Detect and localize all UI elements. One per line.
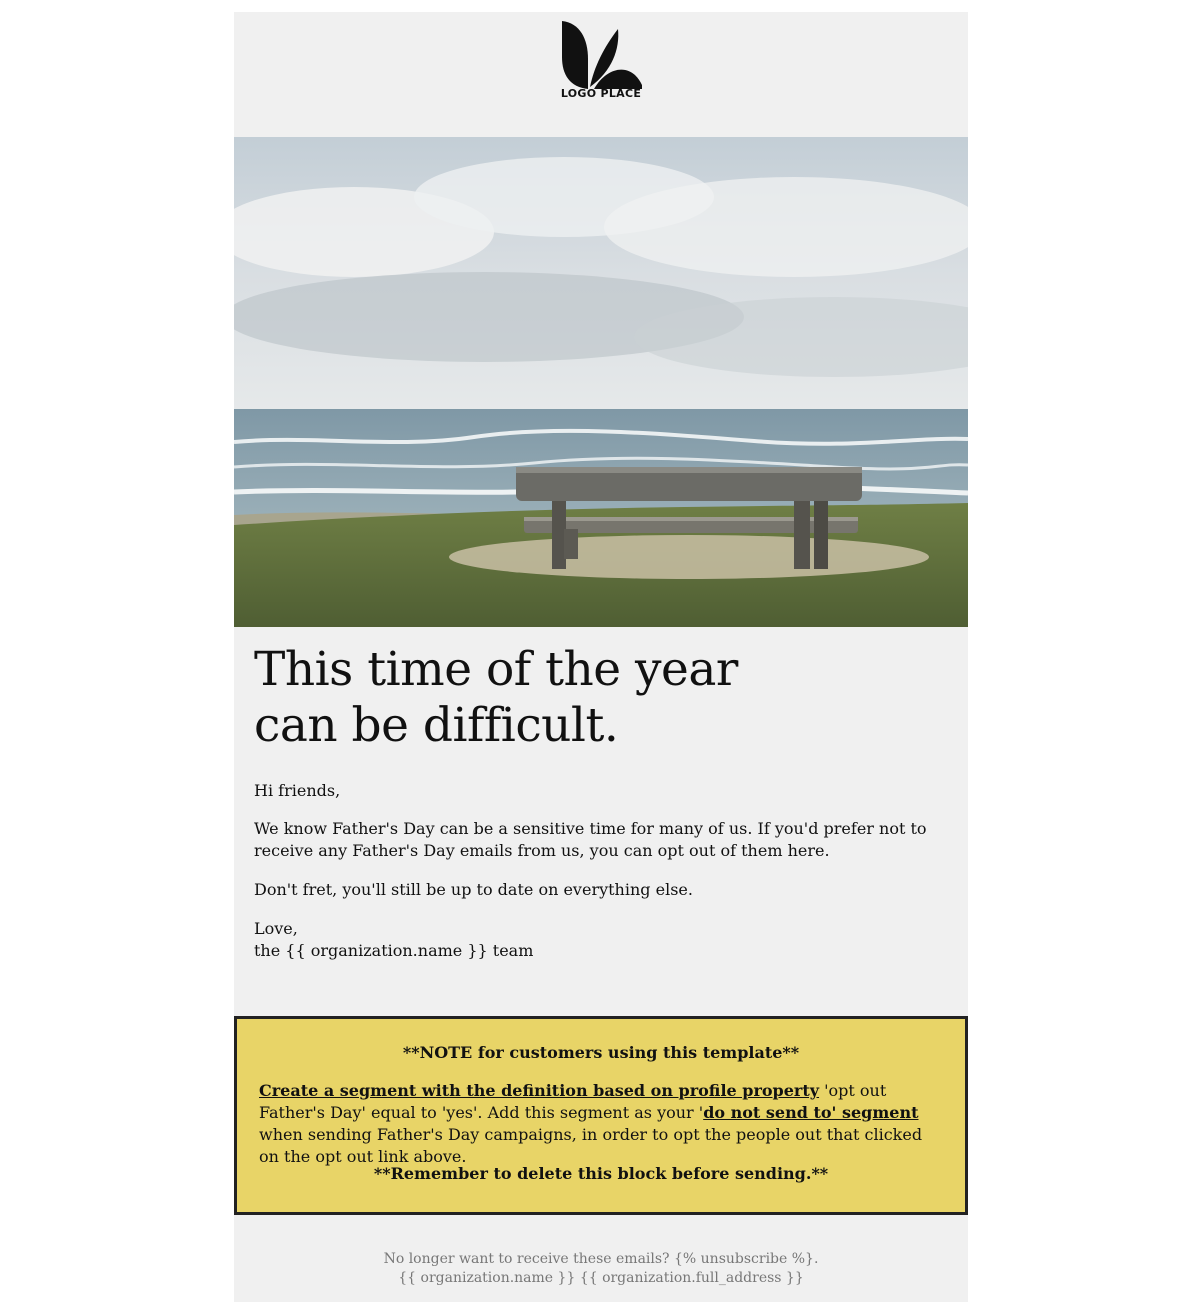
note-title: **NOTE for customers using this template**	[402, 1043, 800, 1062]
email-footer	[234, 1250, 968, 1288]
note-body	[259, 1080, 939, 1168]
reassurance-paragraph: Don't fret, you'll still be up to date on everything else.	[254, 880, 693, 899]
signoff-line2: the {{ organization.name }} team	[254, 941, 534, 960]
note-text-1: 'opt out Father's Day' equal to 'yes'. Add this segment as your '	[259, 1081, 887, 1122]
note-text-2: when sending Father's Day campaigns, in order to opt the people out that clicked on the opt out link above.	[259, 1125, 923, 1166]
create-segment-link[interactable]: Create a segment with the definition based on profile property	[259, 1081, 820, 1100]
greeting-text: Hi friends,	[254, 781, 341, 800]
template-note-block	[234, 1016, 968, 1215]
logo-text: LOGO PLACE	[560, 87, 642, 100]
note-reminder: **Remember to delete this block before sending.**	[373, 1164, 829, 1183]
hero-image	[234, 137, 968, 627]
leaf-logo-icon[interactable]	[558, 19, 644, 89]
opt-out-paragraph: We know Father's Day can be a sensitive time for many of us. If you'd prefer not to receive any Father's Day emails from us, you can opt out of them here.	[254, 819, 927, 860]
headline	[254, 642, 854, 754]
headline-line2: can be difficult.	[254, 698, 619, 753]
signoff	[254, 918, 944, 962]
headline-line1: This time of the year	[254, 642, 738, 697]
organization-address: {{ organization.name }} {{ organization.full_address }}	[398, 1270, 804, 1286]
do-not-send-segment-link[interactable]: do not send to' segment	[703, 1103, 919, 1122]
logo-header	[234, 12, 968, 137]
email-container	[234, 12, 968, 1302]
signoff-line1: Love,	[254, 919, 298, 938]
unsubscribe-line[interactable]: No longer want to receive these emails? {% unsubscribe %}.	[383, 1251, 819, 1267]
